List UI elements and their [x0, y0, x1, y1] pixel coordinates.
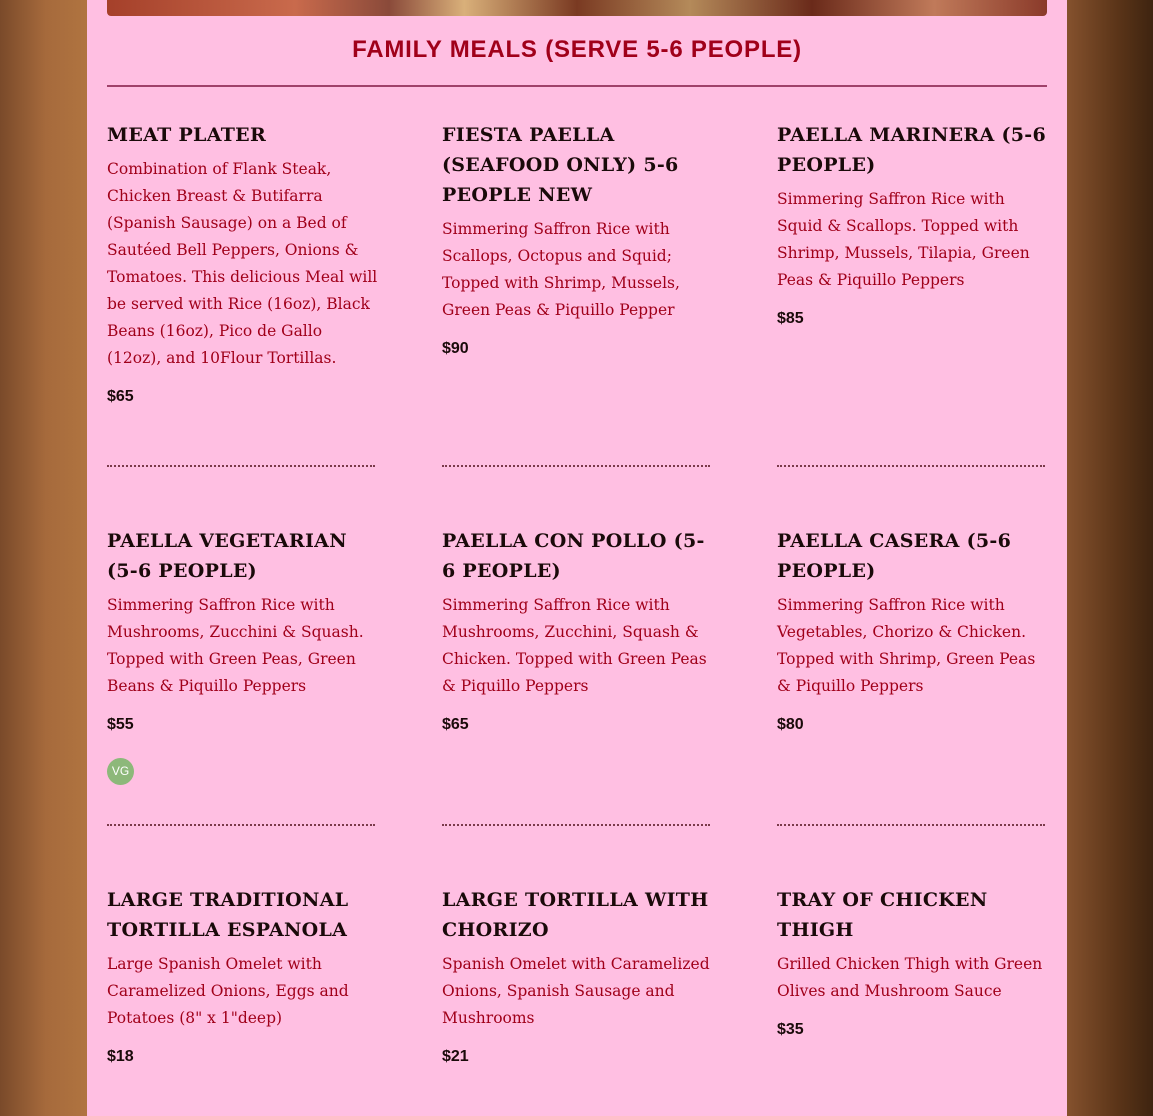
- item-description: Grilled Chicken Thigh with Green Olives and Mushroom Sauce: [777, 955, 1043, 1000]
- item-description: Simmering Saffron Rice with Scallops, Octopus and Squid; Topped with Shrimp, Mussels, Green Peas & Piquillo Pepper: [442, 220, 680, 319]
- menu-panel: [87, 0, 1067, 1116]
- menu-item-meat-plater[interactable]: [107, 120, 379, 406]
- item-price: $80: [777, 716, 804, 733]
- item-name: PAELLA CON POLLO (5-6 PEOPLE): [442, 530, 705, 582]
- item-price: $65: [107, 388, 134, 405]
- item-name: PAELLA MARINERA (5-6 PEOPLE): [777, 124, 1046, 176]
- item-divider: [777, 824, 1045, 826]
- item-name: PAELLA CASERA (5-6 PEOPLE): [777, 530, 1012, 582]
- menu-item-fiesta-paella[interactable]: [442, 120, 714, 358]
- item-name: MEAT PLATER: [107, 124, 267, 146]
- item-name: LARGE TRADITIONAL TORTILLA ESPANOLA: [107, 889, 349, 941]
- item-name: LARGE TORTILLA WITH CHORIZO: [442, 889, 709, 941]
- vegan-badge: VG: [107, 758, 134, 785]
- item-divider: [442, 465, 710, 467]
- item-price: $55: [107, 716, 134, 733]
- section-divider: [107, 85, 1047, 87]
- item-name: FIESTA PAELLA (SEAFOOD ONLY) 5-6 PEOPLE NEW: [442, 124, 679, 206]
- item-price: $85: [777, 310, 804, 327]
- item-price: $90: [442, 340, 469, 357]
- menu-item-paella-vegetarian[interactable]: [107, 526, 379, 785]
- item-description: Combination of Flank Steak, Chicken Breast & Butifarra (Spanish Sausage) on a Bed of Sautéed Bell Peppers, Onions & Tomatoes. This delicious Meal will be served with Rice (16oz), Black Beans (16oz), Pico de Gallo (12oz), and 10Flour Tortillas.: [107, 160, 378, 367]
- item-description: Simmering Saffron Rice with Mushrooms, Zucchini, Squash & Chicken. Topped with Green Peas & Piquillo Peppers: [442, 596, 707, 695]
- item-description: Large Spanish Omelet with Caramelized Onions, Eggs and Potatoes (8" x 1"deep): [107, 955, 349, 1027]
- menu-item-paella-marinera[interactable]: [777, 120, 1049, 328]
- item-price: $21: [442, 1048, 469, 1065]
- menu-item-paella-con-pollo[interactable]: [442, 526, 714, 734]
- item-name: TRAY OF CHICKEN THIGH: [777, 889, 988, 941]
- item-divider: [777, 465, 1045, 467]
- hero-image: [107, 0, 1047, 16]
- menu-item-tortilla-espanola[interactable]: [107, 885, 379, 1066]
- item-divider: [107, 824, 375, 826]
- menu-item-chicken-thigh[interactable]: [777, 885, 1049, 1039]
- menu-item-tortilla-chorizo[interactable]: [442, 885, 714, 1066]
- item-description: Simmering Saffron Rice with Squid & Scallops. Topped with Shrimp, Mussels, Tilapia, Green Peas & Piquillo Peppers: [777, 190, 1030, 289]
- section-title: FAMILY MEALS (SERVE 5-6 PEOPLE): [352, 36, 802, 63]
- item-divider: [442, 824, 710, 826]
- item-divider: [107, 465, 375, 467]
- item-price: $35: [777, 1021, 804, 1038]
- item-price: $18: [107, 1048, 134, 1065]
- menu-item-paella-casera[interactable]: [777, 526, 1049, 734]
- item-description: Simmering Saffron Rice with Vegetables, Chorizo & Chicken. Topped with Shrimp, Green Peas & Piquillo Peppers: [777, 596, 1036, 695]
- item-description: Simmering Saffron Rice with Mushrooms, Zucchini & Squash. Topped with Green Peas, Green Beans & Piquillo Peppers: [107, 596, 364, 695]
- item-price: $65: [442, 716, 469, 733]
- item-name: PAELLA VEGETARIAN (5-6 PEOPLE): [107, 530, 347, 582]
- item-description: Spanish Omelet with Caramelized Onions, Spanish Sausage and Mushrooms: [442, 955, 710, 1027]
